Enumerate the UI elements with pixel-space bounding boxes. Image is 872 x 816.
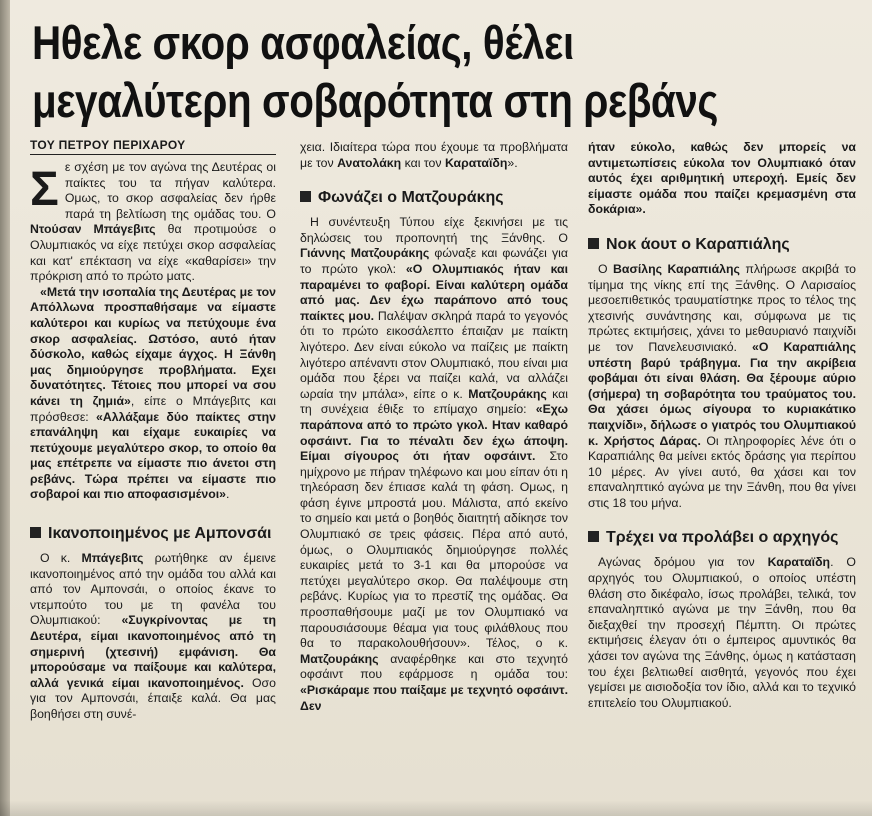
quote: «Αλλάξαμε δύο παίκτες στην επανάληψη και είχαμε ευκαιρίες να πετύχουμε μεγαλύτερο σκορ, το οποίο θα μας επέτρεπε να είμαστε πιο άνετοι στη ρεβάνς. Τώρα πρέπει να είμαστε πιο σοβαροί και πιο αποφασισμένοι» [30, 409, 276, 502]
paragraph-quote [30, 285, 276, 503]
text-run: ». [507, 155, 518, 170]
square-bullet-icon [30, 527, 41, 538]
square-bullet-icon [588, 531, 599, 542]
quote: «Εχω παράπονα από το πρώτο γκολ. Ηταν καθαρό οφσάιντ. Για το πέναλτι δεν έχω άποψη. Είμαι σίγουρος ότι ήταν οφσάιντ. [300, 402, 568, 464]
text-run: ε σχέση με τον αγώνα της Δευτέρας οι παίκτες του τα πήγαν καλύτερα. Ομως, το σκορ ασφαλείας δεν ήρθε παρά τη βελτίωση της ομάδας του. Ο [64, 160, 276, 221]
quote: «Ο Ολυμπιακός ήταν και παραμένει το φαβορί. Είναι καλύτερη ομάδα από μας. Δεν έχω παράπονο από τους παίκτες μου. [300, 261, 568, 323]
text-run: Αγώνας δρόμου για τον [598, 555, 768, 570]
person-name: Ντούσαν Μπάγεβιτς [30, 222, 156, 237]
column-3 [588, 140, 856, 711]
text-run: . [225, 487, 230, 502]
quote: «Ο Καραπιάλης υπέστη βαρύ τράβηγμα. Για την ακρίβεια φοβάμαι ότι είναι θλάση. Θα ξέρουμε αύριο (σήμερα) τη σοβαρότητα του τραύματος του. Θα χάσει όμως σίγουρα το κυριακάτικο παιχνίδι», δήλωσε ο γιατρός του Ολυμπιακού κ. Χρήστος Δάρας. [588, 339, 856, 448]
subheading-text: Τρέχει να προλάβει ο αρχηγός [606, 529, 839, 547]
text-run: και τον [401, 155, 445, 170]
square-bullet-icon [300, 191, 311, 202]
text-run: . Ο αρχηγός του Ολυμπιακού, ο οποίος υπέστη θλάση στο δικέφαλο, ίσως προλάβει, τελικά, τον επαναληπτικό αγώνα με την Ξάνθη, που θα διεξαχθεί την προσεχή Πέμπτη. Οι πρώτες εκτιμήσεις έλεγαν ότι ο έμπειρος αμυντικός θα χάσει τον αγώνα της Ξάνθης, όμως η κατάσταση του έχει βελτιωθεί αισθητά, γεγονός που έχει γεμίσει με αισιοδοξία τον ίδιο, αλλά και το τεχνικό επιτελείο του Ολυμπιακού. [588, 555, 856, 710]
text-run: , είπε ο Μπάγεβιτς και πρόσθεσε: [30, 393, 276, 424]
subheading [588, 236, 856, 254]
text-run: Στο ημίχρονο με πήραν τηλέφωνο και μου είπαν ότι η τηλεόραση δεν έπιασε καλά τη φάση. Ομως, η φάση έγινε μπροστά μου. Μάλιστα, από εκείνο το σημείο και μετά ο βοηθός διαιτητή αδίκησε τον Ολυμπιακό σε τρεις φάσεις. Πέρα από αυτό, όμως, ο Ολυμπιακός δημιούργησε πολλές ευκαιρίες μετά το 3-1 και θα μπορούσε να πετύχει μεγαλύτερο σκορ. Θα παλέψουμε στη ρεβάνς. Κυρίως για το πρεστίζ της ομάδας. Θα προσπαθήσουμε μαζί με τον Ολυμπιακό να παρουσιάσουμε θέαμα για τους φιλάθλους που θα το παρακολουθήσουν». Τέλος, ο κ. [300, 449, 569, 651]
text-run: Ο κ. [40, 551, 82, 566]
column-1 [30, 160, 276, 723]
text-run: αναφέρθηκε και στο τεχνητό οφσάιντ που εφάρμοσε η ομάδα του: [300, 651, 568, 682]
quote: «Μετά την ισοπαλία της Δευτέρας με τον Απόλλωνα προσπαθήσαμε να είμαστε καλύτεροι και κυρίως να πετύχουμε ένα σκορ ασφαλείας. Ωστόσο, αυτό ήταν δύσκολο, καθώς είχαμε άγχος. Η Ξάνθη μας δημιούργησε προβλήματα. Εχει δυνατότητες. Τέτοιες που μπορεί να σου κάνει τη ζημιά» [30, 284, 276, 408]
paragraph [30, 551, 276, 723]
text-run: φώναξε και φωνάζει για το πρώτο γκολ: [300, 246, 568, 276]
text-run: Η συνέντευξη Τύπου είχε ξεκινήσει με τις δηλώσεις του προπονητή της Ξάνθης. Ο [300, 215, 568, 245]
text-run: Οι πληροφορίες λένε ότι ο Καραπιάλης θα μείνει εκτός δράσης για περίπου 10 μέρες. Αν γίνει αυτό, θα χάσει και τον επαναληπτικό αγώνα με την Ξάνθη, που θα γίνει στις 18 του μήνα. [588, 433, 856, 510]
person-name: Ματζουράκης [300, 651, 379, 666]
person-name: Γιάννης Ματζουράκης [300, 246, 430, 261]
text-run: χεια. Ιδιαίτερα τώρα που έχουμε τα προβλήματα με τον [300, 140, 568, 170]
subheading-text: Ικανοποιημένος με Αμπονσάι [48, 525, 272, 543]
paragraph [588, 262, 856, 512]
text-run: ρωτήθηκε αν έμεινε ικανοποιημένος από την ομάδα του αλλά και από τον Αμπονσάι, ο οποίος έκανε το ντεμπούτο του με τη φανέλα του Ολυμπιακού: [30, 551, 276, 628]
person-name: Καραταϊδη [444, 155, 508, 170]
subheading [30, 525, 276, 543]
text-run: Ο [598, 261, 613, 276]
page-shadow [0, 800, 872, 816]
text-run: Οσο για τον Αμπονσάι, έπαιξε καλά. Θα μας βοηθήσει στη συνέ- [30, 675, 276, 721]
quote: ήταν εύκολο, καθώς δεν μπορείς να αντιμετωπίσεις εύκολα τον Ολυμπιακό όταν αυτός έχει αριθμητική υπεροχή. Εμείς δεν είμαστε ομάδα που παίζει κρεμασμένη στα δοκάρια». [588, 140, 856, 217]
text-run: πλήρωσε ακριβά το τίμημα της νίκης επί της Ξάνθης. Ο Λαρισαίος μεσοεπιθετικός τραυματίστηκε προς το τέλος της χτεσινής συνάντησης και, σύμφωνα με τις πρώτες εκτιμήσεις, χάνει το μεθαυριανό παιχνίδι με τον Πανελευσινιακό. [588, 261, 857, 354]
person-name: Καραταϊδη [767, 555, 831, 570]
quote: «Ρισκάραμε που παίξαμε με τεχνητό οφσάιντ. Δεν [300, 683, 568, 713]
headline-line-1: Ηθελε σκορ ασφαλείας, θέλει [32, 16, 574, 69]
paragraph [588, 555, 856, 711]
column-2 [300, 140, 568, 714]
drop-cap: Σ [30, 163, 59, 216]
paragraph-intro [30, 160, 276, 285]
paragraph [588, 140, 856, 218]
headline [32, 14, 737, 130]
person-name: Μπάγεβιτς [81, 551, 144, 566]
subheading-text: Νοκ άουτ ο Καραπιάλης [606, 235, 790, 253]
quote: «Συγκρίνοντας με τη Δευτέρα, είμαι ικανοποιημένος από τη σημερινή (χτεσινή) εμφάνιση. Θα μπορούσαμε να παίξουμε και καλύτερα, αλλά γενικά είμαι ικανοποιημένος. [30, 613, 277, 690]
square-bullet-icon [588, 238, 599, 249]
text-run: και τη συνέχεια έθιξε το επίμαχο σημείο: [300, 386, 568, 417]
text-run: θα προτιμούσε ο Ολυμπιακός να είχε πετύχει σκορ ασφαλείας και κατ' επέκταση να είχε «καθαρίσει» την πρόκριση από το πρώτο ματς. [30, 222, 276, 284]
paragraph [300, 215, 568, 714]
text-run: Παλέψαν σκληρά παρά το γεγονός ότι το πρώτο εικοσάλεπτο έπαιζαν με παίκτη λιγότερο. Δεν είναι εύκολο να παίζεις με παίκτη λιγότερο απέναντι στον Ολυμπιακό, που είναι μια ομάδα που ξέρει να παίζει καλά, να αλλάζει ωραία την μπάλα», είπε ο κ. [300, 308, 568, 401]
subheading-text: Φωνάζει ο Ματζουράκης [318, 189, 504, 207]
person-name: Βασίλης Καραπιάλης [613, 261, 740, 276]
person-name: Ματζουράκης [468, 386, 547, 401]
person-name: Ανατολάκη [337, 155, 402, 170]
subheading [300, 189, 568, 207]
headline-line-2: μεγαλύτερη σοβαρότητα στη ρεβάνς [32, 74, 718, 127]
paragraph [300, 140, 568, 171]
byline: ΤΟΥ ΠΕΤΡΟΥ ΠΕΡΙΧΑΡΟΥ [30, 138, 276, 155]
subheading [588, 529, 856, 547]
